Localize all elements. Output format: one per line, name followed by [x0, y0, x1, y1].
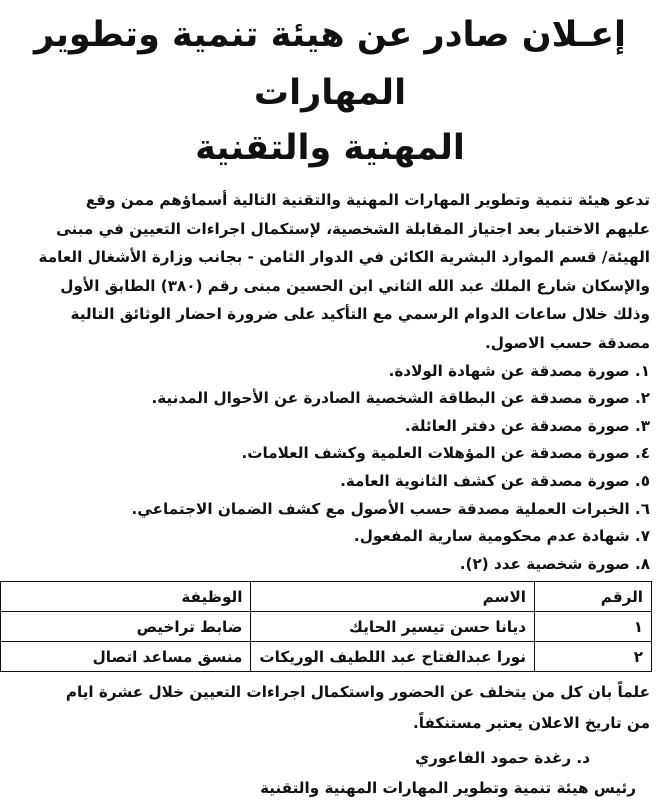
- document-item: ٨. صورة شخصية عدد (٢).: [459, 554, 650, 573]
- deadline-note: [8, 678, 652, 737]
- header-number: الرقم: [535, 582, 652, 612]
- cell-number: ١: [535, 612, 652, 642]
- intro-line: تدعو هيئة تنمية وتطوير المهارات المهنية والتقنية التالية أسماؤهم ممن وقع: [85, 191, 650, 209]
- cell-name: ديانا حسن تيسير الحايك: [251, 612, 535, 642]
- intro-line: عليهم الاختبار بعد اجتياز المقابلة الشخصية، لإستكمال اجراءات التعيين في مبنى: [56, 219, 650, 238]
- cell-job: ضابط تراخيص: [1, 612, 251, 642]
- candidates-table: [0, 581, 652, 672]
- cell-name: نورا عبدالفتاح عبد اللطيف الوريكات: [251, 642, 535, 672]
- intro-paragraph: [8, 186, 652, 358]
- intro-line: والإسكان شارع الملك عبد الله الثاني ابن الحسين مبنى رقم (٣٨٠) الطابق الأول: [60, 276, 650, 295]
- required-documents-list: [8, 358, 652, 579]
- cell-job: منسق مساعد اتصال: [1, 642, 251, 672]
- document-item: ٥. صورة مصدقة عن كشف الثانوية العامة.: [340, 471, 650, 490]
- header-job: الوظيفة: [1, 582, 251, 612]
- table-row: [1, 642, 652, 672]
- intro-line: مصدقة حسب الاصول.: [484, 333, 650, 352]
- note-line: علماً بان كل من يتخلف عن الحضور واستكمال اجراءات التعيين خلال عشرة ايام: [65, 683, 650, 702]
- header-name: الاسم: [251, 582, 535, 612]
- signature-title: رئيس هيئة تنمية وتطوير المهارات المهنية والتقنية: [260, 779, 636, 798]
- cell-number: ٢: [535, 642, 652, 672]
- intro-line: وذلك خلال ساعات الدوام الرسمي مع التأكيد على ضرورة احضار الوثائق التالية: [70, 305, 650, 324]
- document-item: ٣. صورة مصدقة عن دفتر العائلة.: [404, 416, 650, 435]
- note-line: من تاريخ الاعلان يعتبر مستنكفاً.: [412, 713, 650, 732]
- document-item: ٧. شهادة عدم محكومية سارية المفعول.: [353, 527, 650, 546]
- intro-line: الهيئة/ قسم الموارد البشرية الكائن في الدوار الثامن - بجانب وزارة الأشغال العامة: [38, 248, 650, 267]
- document-item: ١. صورة مصدقة عن شهادة الولادة.: [388, 361, 650, 380]
- document-item: ٢. صورة مصدقة عن البطاقة الشخصية الصادرة عن الأحوال المدنية.: [151, 389, 650, 408]
- announcement-title-line1: إعـلان صادر عن هيئة تنمية وتطوير المهارات: [33, 15, 627, 113]
- announcement-title-line2: المهنية والتقنية: [195, 128, 465, 168]
- table-row: [1, 612, 652, 642]
- signature-name: د. رغدة حمود الفاعوري: [415, 749, 590, 768]
- document-item: ٤. صورة مصدقة عن المؤهلات العلمية وكشف العلامات.: [241, 444, 650, 463]
- table-header-row: [1, 582, 652, 612]
- document-item: ٦. الخبرات العملية مصدقة حسب الأصول مع كشف الضمان الاجتماعي.: [131, 499, 650, 518]
